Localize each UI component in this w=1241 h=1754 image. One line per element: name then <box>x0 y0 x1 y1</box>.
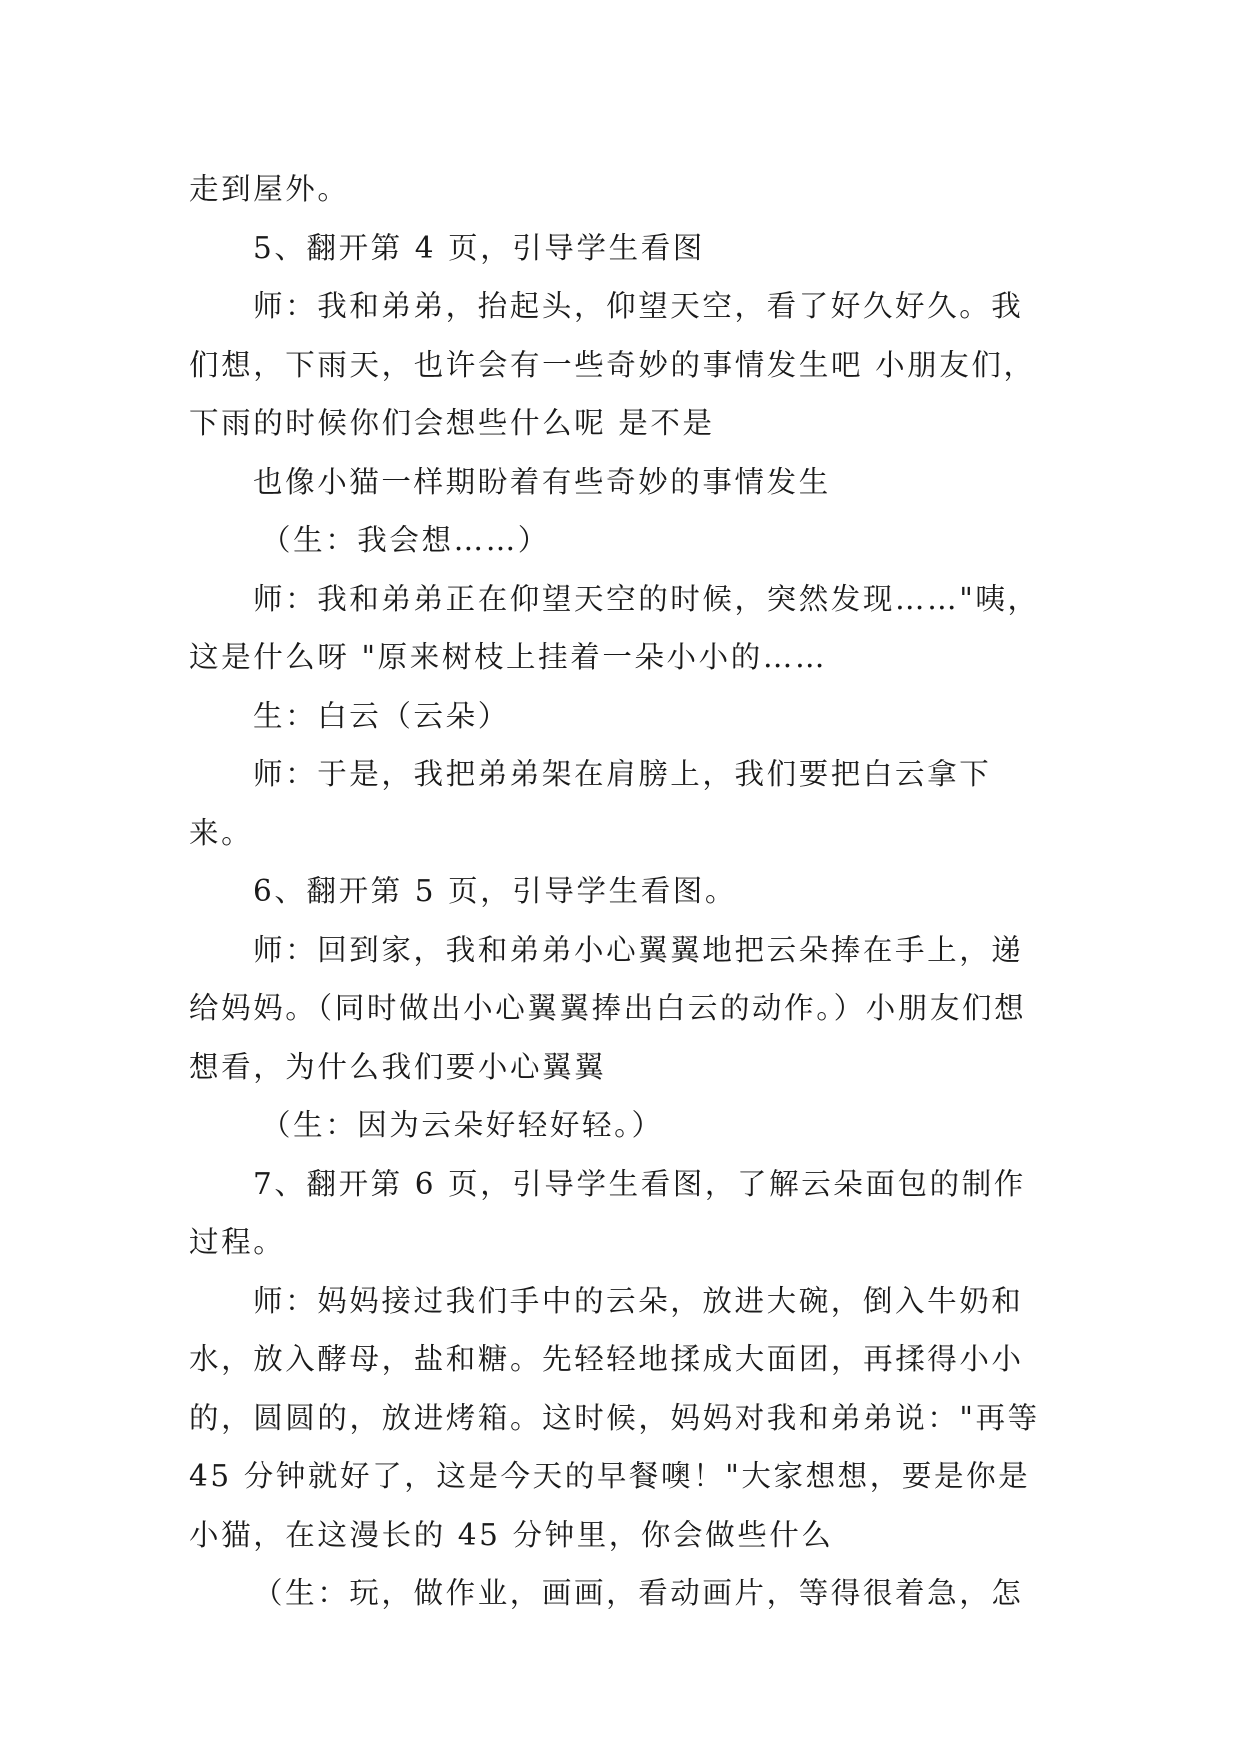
paragraph: 师：我和弟弟，抬起头，仰望天空，看了好久好久。我们想，下雨天，也许会有一些奇妙的事情发生吧 小朋友们，下雨的时候你们会想些什么呢 是不是 <box>189 289 1036 440</box>
paragraph: 也像小猫一样期盼着有些奇妙的事情发生 <box>253 464 831 499</box>
paragraph: 生：白云（云朵） <box>253 698 510 733</box>
paragraph: 走到屋外。 <box>189 172 350 206</box>
paragraph: （生：玩，做作业，画画，看动画片，等得很着急，怎 <box>253 1576 1024 1610</box>
paragraph: （生：我会想……） <box>261 523 550 557</box>
paragraph: 师：妈妈接过我们手中的云朵，放进大碗，倒入牛奶和水，放入酵母，盐和糖。先轻轻地揉成大面团，再揉得小小的，圆圆的，放进烤箱。这时候，妈妈对我和弟弟说："再等 45 分钟就好了，这是今天的早餐噢！"大家想想，要是你是小猫，在这漫长的 45 分钟里，你会做些什么 <box>189 1283 1040 1552</box>
paragraph: 7、翻开第 6 页，引导学生看图，了解云朵面包的制作过程。 <box>189 1166 1026 1259</box>
document-body <box>189 160 1051 1623</box>
paragraph: 师：回到家，我和弟弟小心翼翼地把云朵捧在手上，递给妈妈。（同时做出小心翼翼捧出白云的动作。）小朋友们想想看，为什么我们要小心翼翼 <box>189 932 1027 1084</box>
paragraph: （生：因为云朵好轻好轻。） <box>261 1108 664 1142</box>
paragraph: 6、翻开第 5 页，引导学生看图。 <box>253 874 737 908</box>
paragraph: 师：于是，我把弟弟架在肩膀上，我们要把白云拿下来。 <box>189 757 992 850</box>
paragraph: 师：我和弟弟正在仰望天空的时候，突然发现……"咦，这是什么呀 "原来树枝上挂着一朵小小的…… <box>189 581 1040 674</box>
paragraph: 5、翻开第 4 页，引导学生看图 <box>253 230 705 265</box>
